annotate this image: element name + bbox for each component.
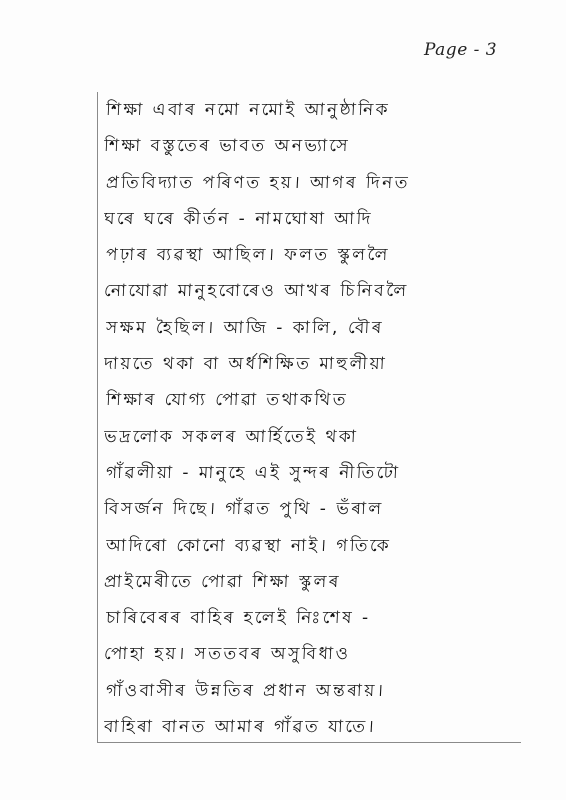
text-line: প্ৰাইমেৰীতে পোৱা শিক্ষা স্কুলৰ xyxy=(103,571,342,592)
text-line: বিসৰ্জন দিছে। গাঁৱত পুথি - ভঁৰাল xyxy=(103,499,385,520)
left-margin-line xyxy=(97,92,98,742)
text-line: শিক্ষা এবাৰ নমো নমোই আনুষ্ঠানিক xyxy=(105,100,391,120)
text-line: ঘৰে ঘৰে কীৰ্তন - নামঘোষা আদি xyxy=(103,208,374,229)
text-line: বাহিৰা বানত আমাৰ গাঁৱত যাতে। xyxy=(103,717,377,738)
text-line: পঢ়াৰ ব্যৱস্থা আছিল। ফলত স্কুললৈ xyxy=(105,245,391,266)
text-line: আদিৰো কোনো ব্যৱস্থা নাই। গতিকে xyxy=(105,535,392,556)
text-line: শিক্ষাৰ যোগ্য পোৱা তথাকথিত xyxy=(105,390,349,411)
text-line: চাৰিবেৰৰ বাহিৰ হলেই নিঃশেষ - xyxy=(105,608,372,629)
text-line: শিক্ষা বস্তুতেৰ ভাবত অনভ্যাসে xyxy=(103,136,351,157)
text-line: নোযোৱা মানুহবোৰেও আখৰ চিনিবলৈ xyxy=(103,281,410,302)
text-line: সক্ষম হৈছিল। আজি - কালি, বৌৰ xyxy=(105,317,385,338)
page-number: Page - 3 xyxy=(424,40,498,60)
text-line: দায়তে থকা বা অৰ্ধশিক্ষিত মাহুলীয়া xyxy=(103,354,388,375)
text-line: প্ৰতিবিদ্যাত পৰিণত হয়। আগৰ দিনত xyxy=(105,172,411,193)
text-line: ভদ্ৰলোক সকলৰ আৰ্হিতেই থকা xyxy=(103,426,359,447)
handwritten-text-block xyxy=(100,92,520,745)
text-line: গাঁৱলীয়া - মানুহে এই সুন্দৰ নীতিটো xyxy=(105,462,401,483)
text-line: গাঁওবাসীৰ উন্নতিৰ প্ৰধান অন্তৰায়। xyxy=(105,680,386,701)
text-line: পোহা হয়। সততবৰ অসুবিধাও xyxy=(103,644,352,665)
